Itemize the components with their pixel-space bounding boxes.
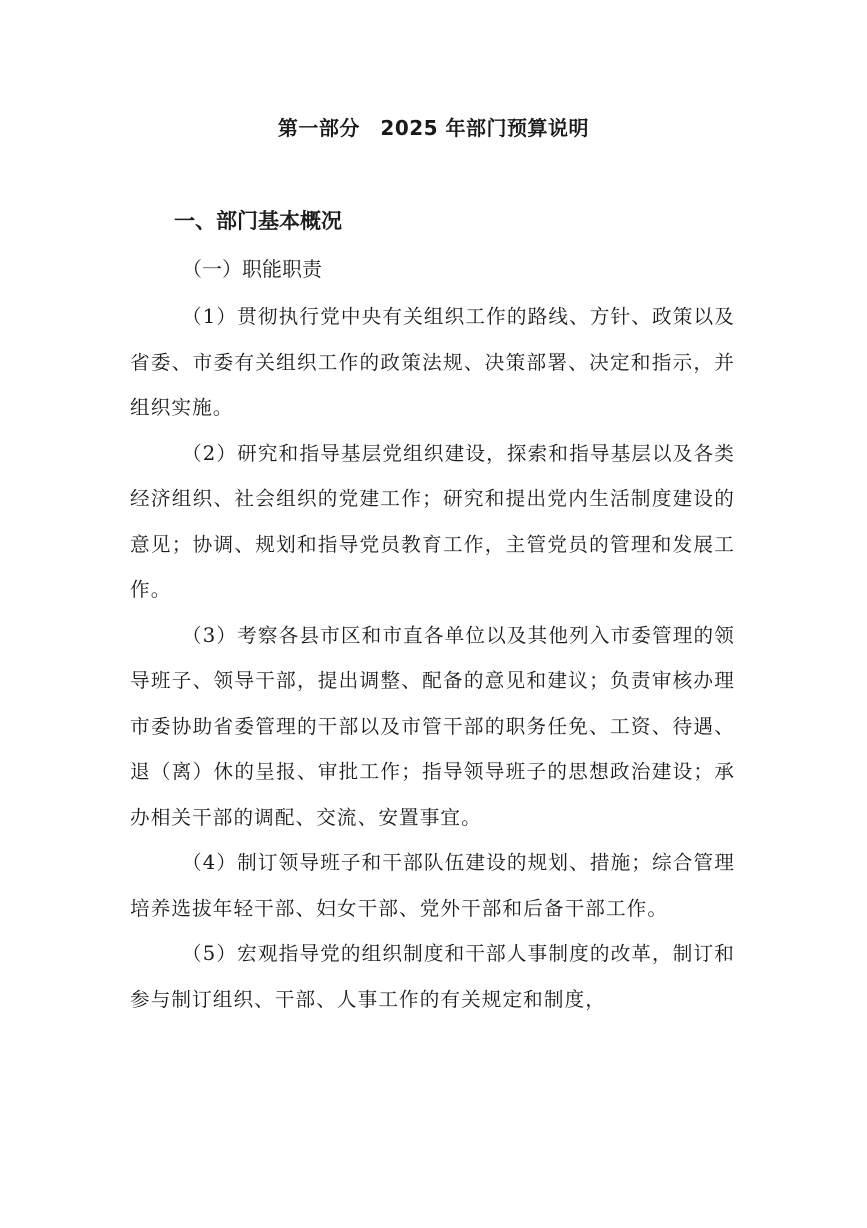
paragraph-3: （3）考察各县市区和市直各单位以及其他列入市委管理的领导班子、领导干部，提出调整、配备的意见和建议；负责审核办理市委协助省委管理的干部以及市管干部的职务任免、工资、待遇、退（离）休的呈报、审批工作；指导领导班子的思想政治建设；承办相关干部的调配、交流、安置事宜。 [130,623,735,829]
page-title: 第一部分 2025 年部门预算说明 [277,116,590,140]
paragraph-4: （4）制订领导班子和干部队伍建设的规划、措施；综合管理培养选拔年轻干部、妇女干部、党外干部和后备干部工作。 [130,851,735,920]
paragraph-5: （5）宏观指导党的组织制度和干部人事制度的改革，制订和参与制订组织、干部、人事工作的有关规定和制度， [130,942,735,1011]
document-body [130,200,735,1022]
paragraph-2: （2）研究和指导基层党组织建设，探索和指导基层以及各类经济组织、社会组织的党建工作；研究和提出党内生活制度建设的意见；协调、规划和指导党员教育工作，主管党员的管理和发展工作。 [130,441,735,601]
section-heading: 一、部门基本概况 [174,209,342,233]
paragraph-1: （1）贯彻执行党中央有关组织工作的路线、方针、政策以及省委、市委有关组织工作的政策法规、决策部署、决定和指示，并组织实施。 [130,305,735,419]
subsection-heading: （一）职能职责 [182,257,322,281]
